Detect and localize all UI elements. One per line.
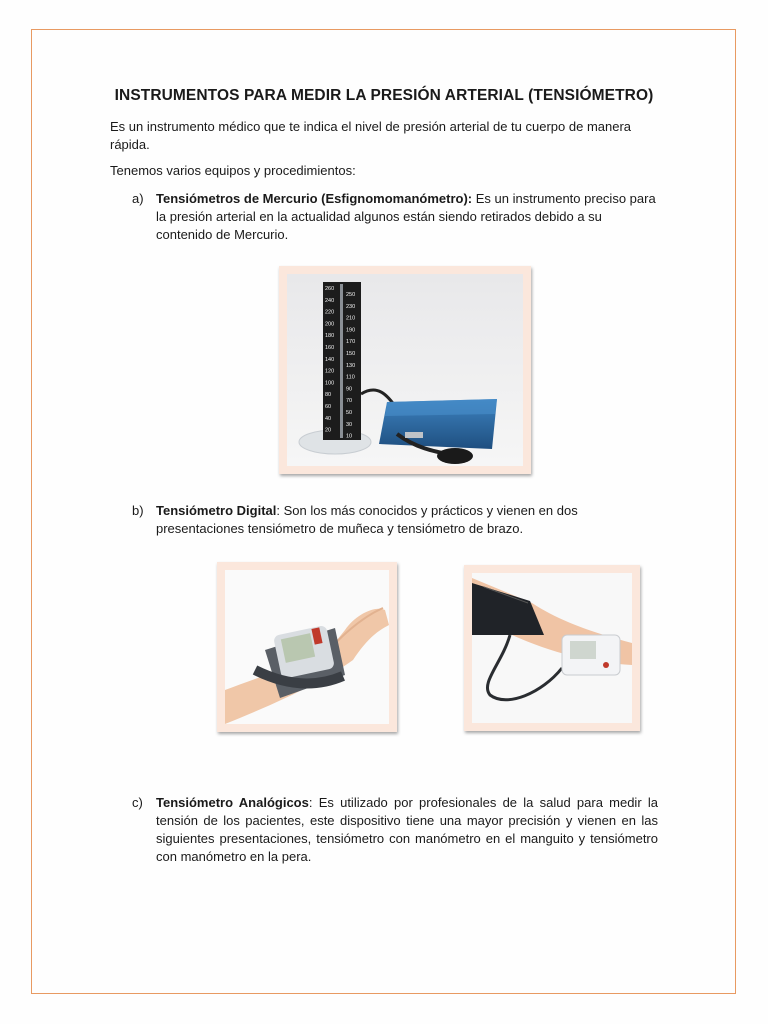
scale-label: 210 — [346, 315, 356, 322]
scale-label: 60 — [325, 404, 332, 410]
scale-label: 100 — [325, 380, 335, 387]
list-marker: b) — [132, 503, 144, 518]
scale-label: 150 — [346, 351, 356, 357]
scale-label: 10 — [346, 433, 353, 440]
scale-label: 70 — [346, 398, 353, 405]
scale-label: 240 — [325, 297, 335, 304]
scale-label: 120 — [325, 368, 335, 375]
item-text: Es un instrumento preciso para la presión arterial en la actualidad algunos están siendo retirados debido a su contenido de Mercurio. — [156, 191, 656, 242]
scale-label: 140 — [325, 356, 335, 363]
document-title: INSTRUMENTOS PARA MEDIR LA PRESIÓN ARTERIAL (TENSIÓMETRO) — [114, 87, 654, 104]
scale-label: 160 — [325, 345, 335, 351]
mercury-sphygmomanometer-image — [279, 266, 531, 474]
item-term: Tensiómetros de Mercurio (Esfignomomanómetro): — [156, 191, 473, 206]
item-text: : Son los más conocidos y prácticos y vienen en dos presentaciones tensiómetro de muñeca y tensiómetro de brazo. — [156, 503, 578, 536]
scale-label: 30 — [346, 421, 353, 428]
list-item-c — [132, 794, 658, 866]
scale-label: 180 — [325, 333, 335, 340]
list-marker: c) — [132, 795, 143, 810]
intro-paragraph: Es un instrumento médico que te indica el nivel de presión arterial de tu cuerpo de manera rápida. — [110, 119, 632, 152]
scale-label: 250 — [346, 292, 356, 298]
item-term: Tensiómetro Analógicos — [156, 795, 309, 810]
arm-monitor-image — [464, 565, 640, 731]
scale-label: 190 — [346, 327, 356, 334]
scale-label: 110 — [346, 374, 355, 381]
subintro-paragraph: Tenemos varios equipos y procedimientos: — [110, 163, 356, 178]
list-marker: a) — [132, 191, 144, 206]
scale-label: 80 — [325, 392, 332, 399]
item-term: Tensiómetro Digital — [156, 503, 277, 518]
scale-label: 230 — [346, 303, 356, 310]
scale-label: 260 — [325, 286, 335, 292]
scale-label: 170 — [346, 339, 356, 346]
scale-label: 220 — [325, 309, 335, 316]
scale-label: 40 — [325, 415, 332, 422]
scale-label: 90 — [346, 386, 353, 393]
scale-label: 200 — [325, 321, 335, 328]
scale-label: 130 — [346, 362, 356, 369]
scale-label: 50 — [346, 410, 353, 416]
scale-label: 20 — [325, 427, 332, 434]
item-text: : Es utilizado por profesionales de la salud para medir la tensión de los pacientes, este dispositivo tiene una mayor precisión y vienen en las siguientes presentaciones, tensiómetro con manómetro en el manguito y tensiómetro con manómetro en la pera. — [156, 795, 658, 864]
wrist-monitor-image — [217, 562, 397, 732]
list-item-b — [132, 502, 658, 538]
list-item-a — [132, 190, 658, 244]
